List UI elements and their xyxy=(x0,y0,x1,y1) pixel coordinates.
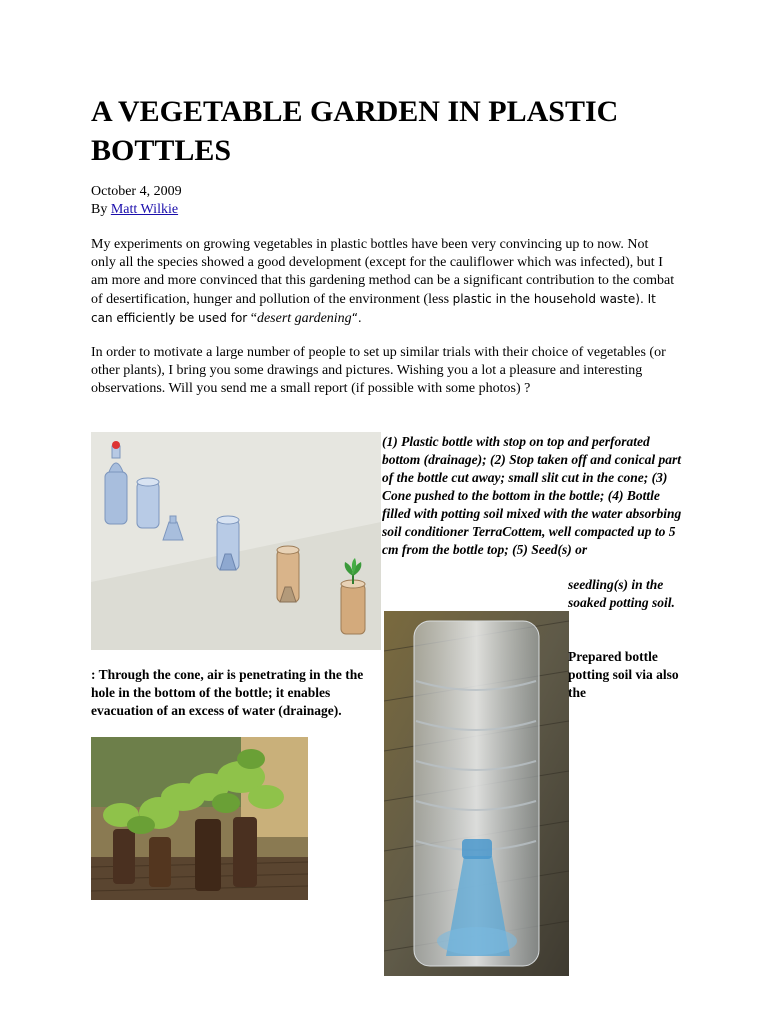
prepared-caption: Prepared bottle potting soil via also the xyxy=(568,649,679,700)
intro-paragraph xyxy=(91,236,676,328)
open-quote: “ xyxy=(247,311,257,326)
desert-gardening-emphasis: desert gardening xyxy=(256,311,352,326)
close-quote: “. xyxy=(351,311,362,325)
article-title: A VEGETABLE GARDEN IN PLASTIC BOTTLES xyxy=(91,95,619,167)
steps-caption: (1) Plastic bottle with stop on top and perforated bottom (drainage); (2) Stop taken off and conical part of the bottle cut away; small slit cut in the cone; (3) Cone pushed to the bottom in the bottle; (4) Bottle filled with potting soil mixed with the water absorbing soil conditioner TerraCottem, well compacted up to 5 cm from the bottle top; (5) Seed(s) or xyxy=(382,434,682,557)
byline xyxy=(91,201,178,219)
author-link[interactable]: Matt Wilkie xyxy=(110,202,179,217)
motivation-paragraph: In order to motivate a large number of people to set up similar trials with their choice of vegetables (or other plants), I bring you some drawings and pictures. Wishing you a lot a pleasure and interesting observations. Will you send me a small report (if possible with some photos) ? xyxy=(91,345,666,396)
publish-date: October 4, 2009 xyxy=(91,184,182,199)
steps-caption-end: seedling(s) in the soaked potting soil. xyxy=(568,577,675,610)
byline-prefix: By xyxy=(91,202,111,217)
bottle-step-4 xyxy=(277,546,299,602)
drainage-caption: : Through the cone, air is penetrating in the the hole in the bottom of the bottle; it enables evacuation of an excess of water (drainage). xyxy=(91,667,364,718)
bottle-step-3 xyxy=(217,516,239,570)
intro-text-sans: plastic in the household waste). It can efficiently be used for xyxy=(91,292,656,325)
bottle-steps-diagram xyxy=(91,432,381,650)
bottle-plants-photo xyxy=(91,737,308,900)
intro-text: My experiments on growing vegetables in plastic bottles have been very convincing up to now. Not only all the species showed a good development (except for the cauliflower which was infected), but I am more and more convinced that this gardening method can be a significant contribution to the combat of desertification, hunger and pollution of the environment (less xyxy=(91,237,675,307)
prepared-bottle-photo xyxy=(384,611,569,976)
